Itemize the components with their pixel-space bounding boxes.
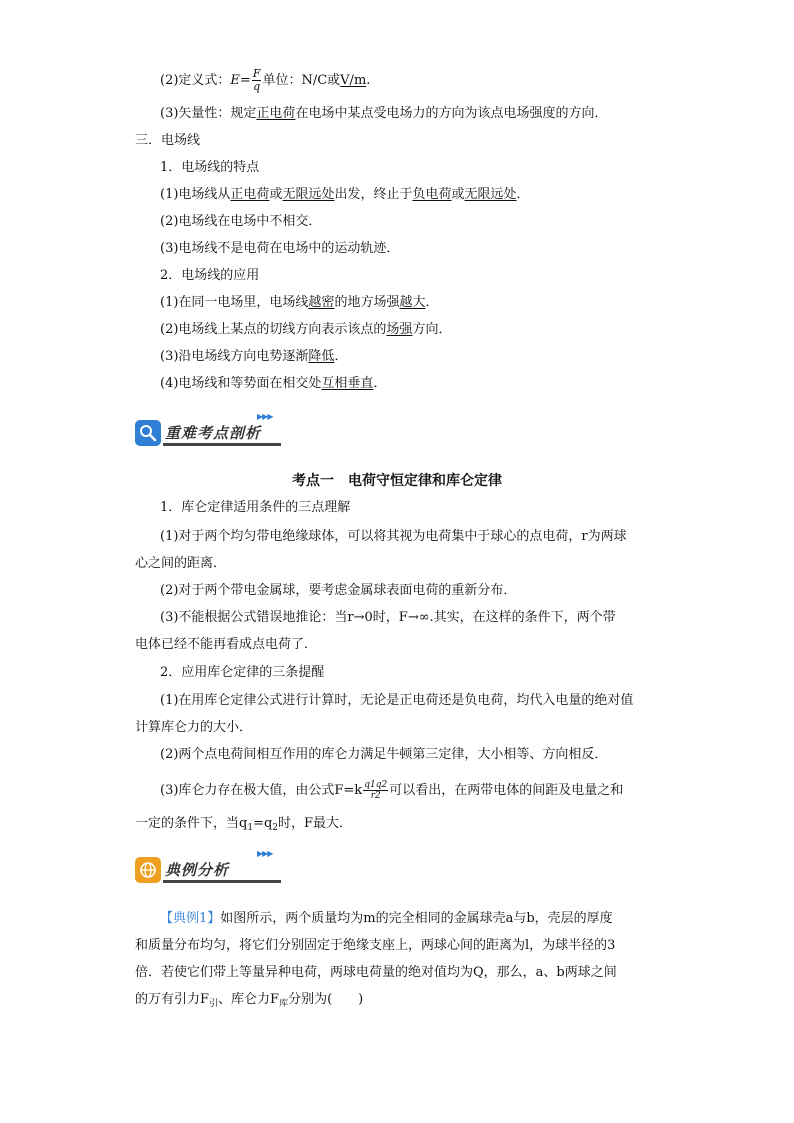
text: (3)沿电场线方向电势逐渐 [160, 349, 309, 364]
subscript: 库 [279, 999, 289, 1009]
example-line: 和质量分布均匀，将它们分别固定于绝缘支座上，两球心间的距离为l，为球半径的3 [135, 938, 616, 953]
underlined-term: 互相垂直 [321, 376, 374, 391]
text: 方向． [412, 322, 452, 337]
paragraph: 电体已经不能再看成点电荷了． [135, 637, 318, 652]
subheading: 1．电场线的特点 [160, 160, 260, 175]
text: 可以看出，在两带电体的间距及电量之和 [389, 783, 624, 798]
paragraph: (2)对于两个带电金属球，要考虑金属球表面电荷的重新分布． [160, 583, 517, 598]
globe-icon [135, 857, 161, 883]
text: ． [425, 295, 439, 310]
text: 分别为( ) [288, 992, 364, 1007]
unit-underlined: V/m [340, 73, 367, 88]
banner-underline [163, 880, 281, 883]
text: (3)库仑力存在极大值，由公式F=k [160, 783, 363, 798]
paragraph [160, 375, 386, 393]
underlined-term: 无限远处 [282, 187, 335, 202]
definition-line [160, 68, 370, 93]
formula-line [160, 780, 623, 801]
unit-text: 单位：N/C或 [262, 73, 341, 88]
banner-title: 重难考点剖析 [165, 424, 262, 442]
paragraph [160, 294, 438, 312]
fraction-numerator: F [252, 67, 261, 80]
example-line [135, 991, 363, 1013]
example-label: 【典例1】 [160, 911, 221, 926]
equals: = [239, 73, 251, 88]
coulomb-fraction [363, 780, 388, 801]
text: (1)在同一电场里，电场线 [160, 295, 309, 310]
text: (4)电场线和等势面在相交处 [160, 376, 322, 391]
underlined-term: 正电荷 [230, 187, 270, 202]
underlined-term: 降低 [308, 349, 335, 364]
text: 在电场中某点受电场力的方向为该点电场强度的方向． [295, 106, 608, 121]
paragraph: 计算库仑力的大小． [135, 720, 253, 735]
arrow-dots-icon: ▶▶▶ [257, 412, 273, 421]
underlined-term: 无限远处 [464, 187, 517, 202]
text: 、库仑力F [218, 992, 280, 1007]
underlined-term: 场强 [386, 322, 413, 337]
magnifier-icon [135, 420, 161, 446]
fraction-denominator: q [253, 80, 261, 93]
text: 一定的条件下，当q [135, 816, 248, 831]
banner-underline [163, 443, 281, 446]
text: ． [373, 376, 387, 391]
text: ． [334, 349, 348, 364]
banner-title: 典例分析 [165, 861, 230, 879]
text: =q [253, 816, 273, 831]
underlined-term: 越密 [308, 295, 335, 310]
text: 如图所示，两个质量均为m的完全相同的金属球壳a与b，壳层的厚度 [220, 911, 613, 926]
subscript: 1 [247, 823, 254, 833]
paragraph [160, 348, 347, 366]
text: 或 [269, 187, 283, 202]
text: (1)电场线从 [160, 187, 231, 202]
subscript: 2 [272, 823, 279, 833]
paragraph [160, 186, 530, 204]
paragraph: 心之间的距离． [135, 556, 227, 571]
paragraph: (3)不能根据公式错误地推论：当r→0时，F→∞.其实，在这样的条件下，两个带 [160, 610, 616, 625]
example-line: 倍．若使它们带上等量异种电荷，两球电荷量的绝对值均为Q，那么，a、b两球之间 [135, 965, 617, 980]
paragraph: (1)在用库仑定律公式进行计算时，无论是正电荷还是负电荷，均代入电量的绝对值 [160, 693, 634, 708]
subscript: 引 [209, 999, 219, 1009]
paragraph [160, 321, 451, 339]
text: (2)电场线上某点的切线方向表示该点的 [160, 322, 387, 337]
text: 出发，终止于 [334, 187, 413, 202]
paragraph: (2)两个点电荷间相互作用的库仑力满足牛顿第三定律，大小相等、方向相反． [160, 747, 608, 762]
text: 的地方场强 [334, 295, 400, 310]
paragraph: (3)电场线不是电荷在电场中的运动轨迹． [160, 241, 400, 256]
paragraph [135, 815, 352, 837]
underlined-term: 正电荷 [256, 106, 296, 121]
underlined-term: 越大 [399, 295, 426, 310]
text: 时，F最大． [278, 816, 353, 831]
text: ． [516, 187, 530, 202]
topic-heading: 考点一 电荷守恒定律和库仑定律 [292, 473, 502, 489]
text: 的万有引力F [135, 992, 210, 1007]
text: (3)矢量性：规定 [160, 106, 257, 121]
arrow-dots-icon: ▶▶▶ [257, 849, 273, 858]
fraction-denominator: r2 [370, 791, 381, 801]
symbol-E: E [230, 73, 240, 88]
text: (2)定义式： [160, 73, 231, 88]
section-banner-key-points [135, 412, 285, 448]
subheading: 1．库仑定律适用条件的三点理解 [160, 500, 351, 515]
subheading: 2．电场线的应用 [160, 268, 260, 283]
period: . [366, 73, 371, 88]
vector-line [160, 105, 607, 123]
section-title: 三．电场线 [135, 133, 201, 148]
section-banner-examples [135, 849, 285, 885]
example-line [160, 910, 613, 928]
subheading: 2．应用库仑定律的三条提醒 [160, 665, 325, 680]
paragraph: (1)对于两个均匀带电绝缘球体，可以将其视为电荷集中于球心的点电荷，r为两球 [160, 529, 627, 544]
fraction-F-over-q [252, 68, 262, 93]
underlined-term: 负电荷 [412, 187, 452, 202]
paragraph: (2)电场线在电场中不相交． [160, 214, 322, 229]
text: 或 [451, 187, 465, 202]
fraction-numerator: q1q2 [364, 780, 388, 790]
